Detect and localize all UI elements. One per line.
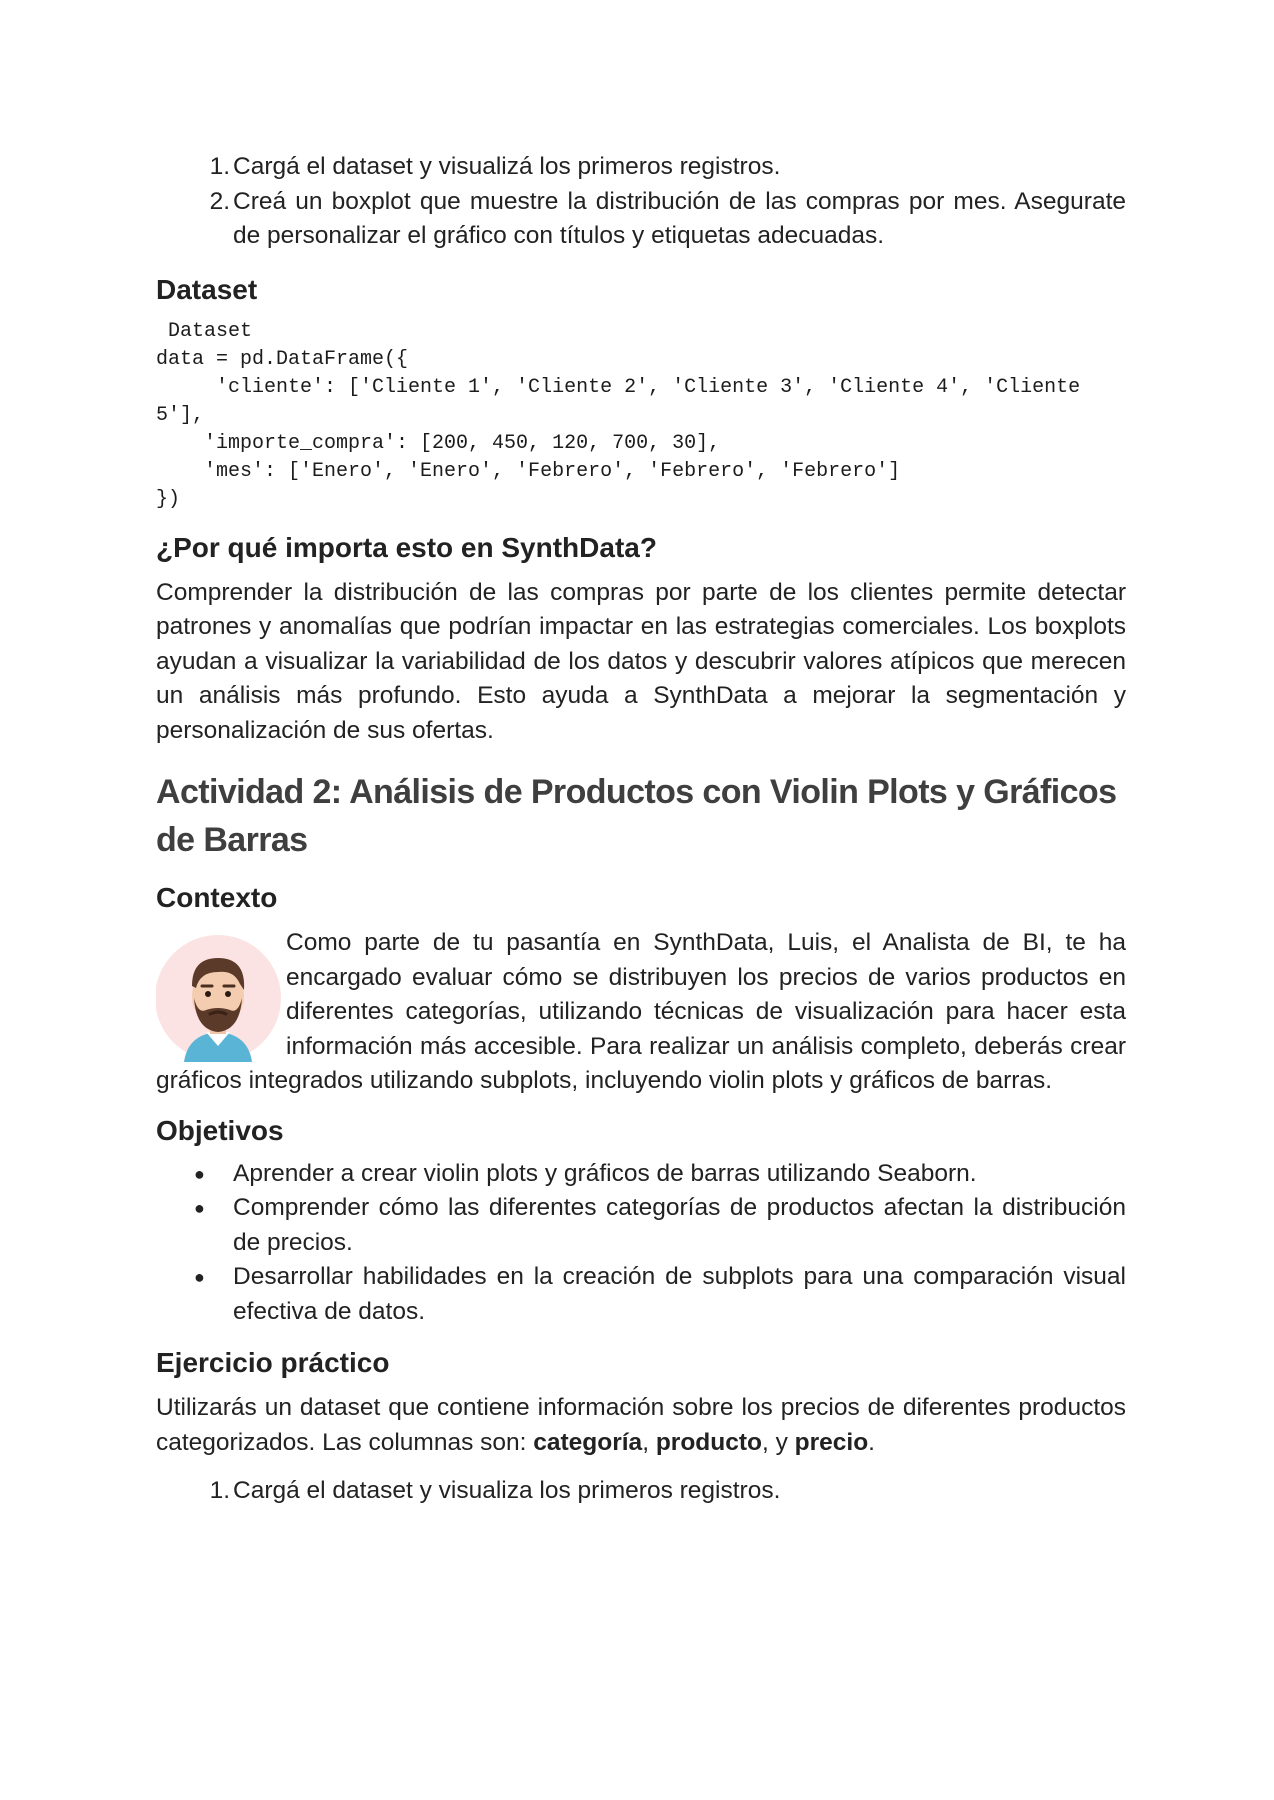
list-item: 1. Cargá el dataset y visualizá los primeros registros.: [209, 153, 781, 180]
why-heading: ¿Por qué importa esto en SynthData?: [156, 531, 657, 563]
task-list-2: [156, 1474, 1126, 1509]
why-paragraph: Comprender la distribución de las compras por parte de los clientes permite detectar patrones y anomalías que podrían impactar en las estrategias comerciales. Los boxplots ayudan a visualizar la variabilidad de los datos y descubrir valores atípicos que merecen un análisis más profundo. Esto ayuda a SynthData a mejorar la segmentación y personalización de sus ofertas.: [156, 578, 1126, 744]
avatar: [156, 934, 282, 1062]
list-item-text: Comprender cómo las diferentes categorías de productos afectan la distribución de precios.: [233, 1194, 1126, 1256]
activity-title: Actividad 2: Análisis de Productos con Violin Plots y Gráficos de Barras: [156, 773, 1117, 859]
exercise-paragraph: Utilizarás un dataset que contiene información sobre los precios de diferentes productos categorizados. Las columnas son: categoría, producto, y precio.: [156, 1394, 1126, 1456]
list-item-text: Desarrollar habilidades en la creación de subplots para una comparación visual efectiva de datos.: [233, 1263, 1126, 1325]
exercise-heading: Ejercicio práctico: [156, 1347, 390, 1378]
list-item-text: Creá un boxplot que muestre la distribución de las compras por mes. Asegurate de personalizar el gráfico con títulos y etiquetas adecuadas.: [233, 187, 1126, 249]
list-item: [156, 1260, 1126, 1329]
list-item: [156, 1157, 1126, 1192]
list-item: 2. Creá un boxplot que muestre la distribución de las compras por mes. Asegurate de personalizar el gráfico con títulos y etiquetas adecuadas.: [209, 187, 1126, 249]
bullet-icon: ●: [194, 1198, 205, 1218]
analyst-avatar-icon: [156, 934, 282, 1062]
objectives-heading: Objetivos: [156, 1114, 284, 1146]
list-item-text: Aprender a crear violin plots y gráficos de barras utilizando Seaborn.: [233, 1159, 977, 1187]
context-heading: Contexto: [156, 882, 278, 913]
list-item: 1. Cargá el dataset y visualiza los primeros registros.: [209, 1477, 781, 1504]
column-name: producto: [655, 1428, 762, 1456]
column-name: categoría: [533, 1428, 643, 1456]
context-paragraph: Como parte de tu pasantía en SynthData, Luis, el Analista de BI, te ha encargado evaluar cómo se distribuyen los precios de varios productos en diferentes categorías, utilizando técnicas de visualización para hacer esta información más accesible. Para realizar un análisis completo, deberás crear gráficos integrados utilizando subplots, incluyendo violin plots y gráficos de barras.: [156, 929, 1126, 1094]
dataset-heading: Dataset: [156, 273, 258, 305]
document-page: [156, 150, 1126, 1509]
bullet-icon: ●: [194, 1163, 205, 1184]
list-item: [156, 1191, 1126, 1260]
objectives-list: [156, 1157, 1126, 1330]
column-name: precio: [794, 1428, 869, 1456]
list-item-text: Cargá el dataset y visualiza los primeros registros.: [233, 1477, 781, 1504]
list-item-text: Cargá el dataset y visualizá los primeros registros.: [233, 153, 781, 180]
code-block: Dataset data = pd.DataFrame({ 'cliente': ['Cliente 1', 'Cliente 2', 'Cliente 3', 'Cliente 4', 'Cliente 5'], 'importe_compra': [200, 450, 120, 700, 30], 'mes': ['Enero', 'Enero', 'Febrero', 'Febrero', 'Febrero'] }): [156, 319, 1081, 511]
task-list-1: [156, 150, 1126, 254]
context-section: [156, 926, 1126, 1099]
bullet-icon: ●: [194, 1267, 205, 1287]
